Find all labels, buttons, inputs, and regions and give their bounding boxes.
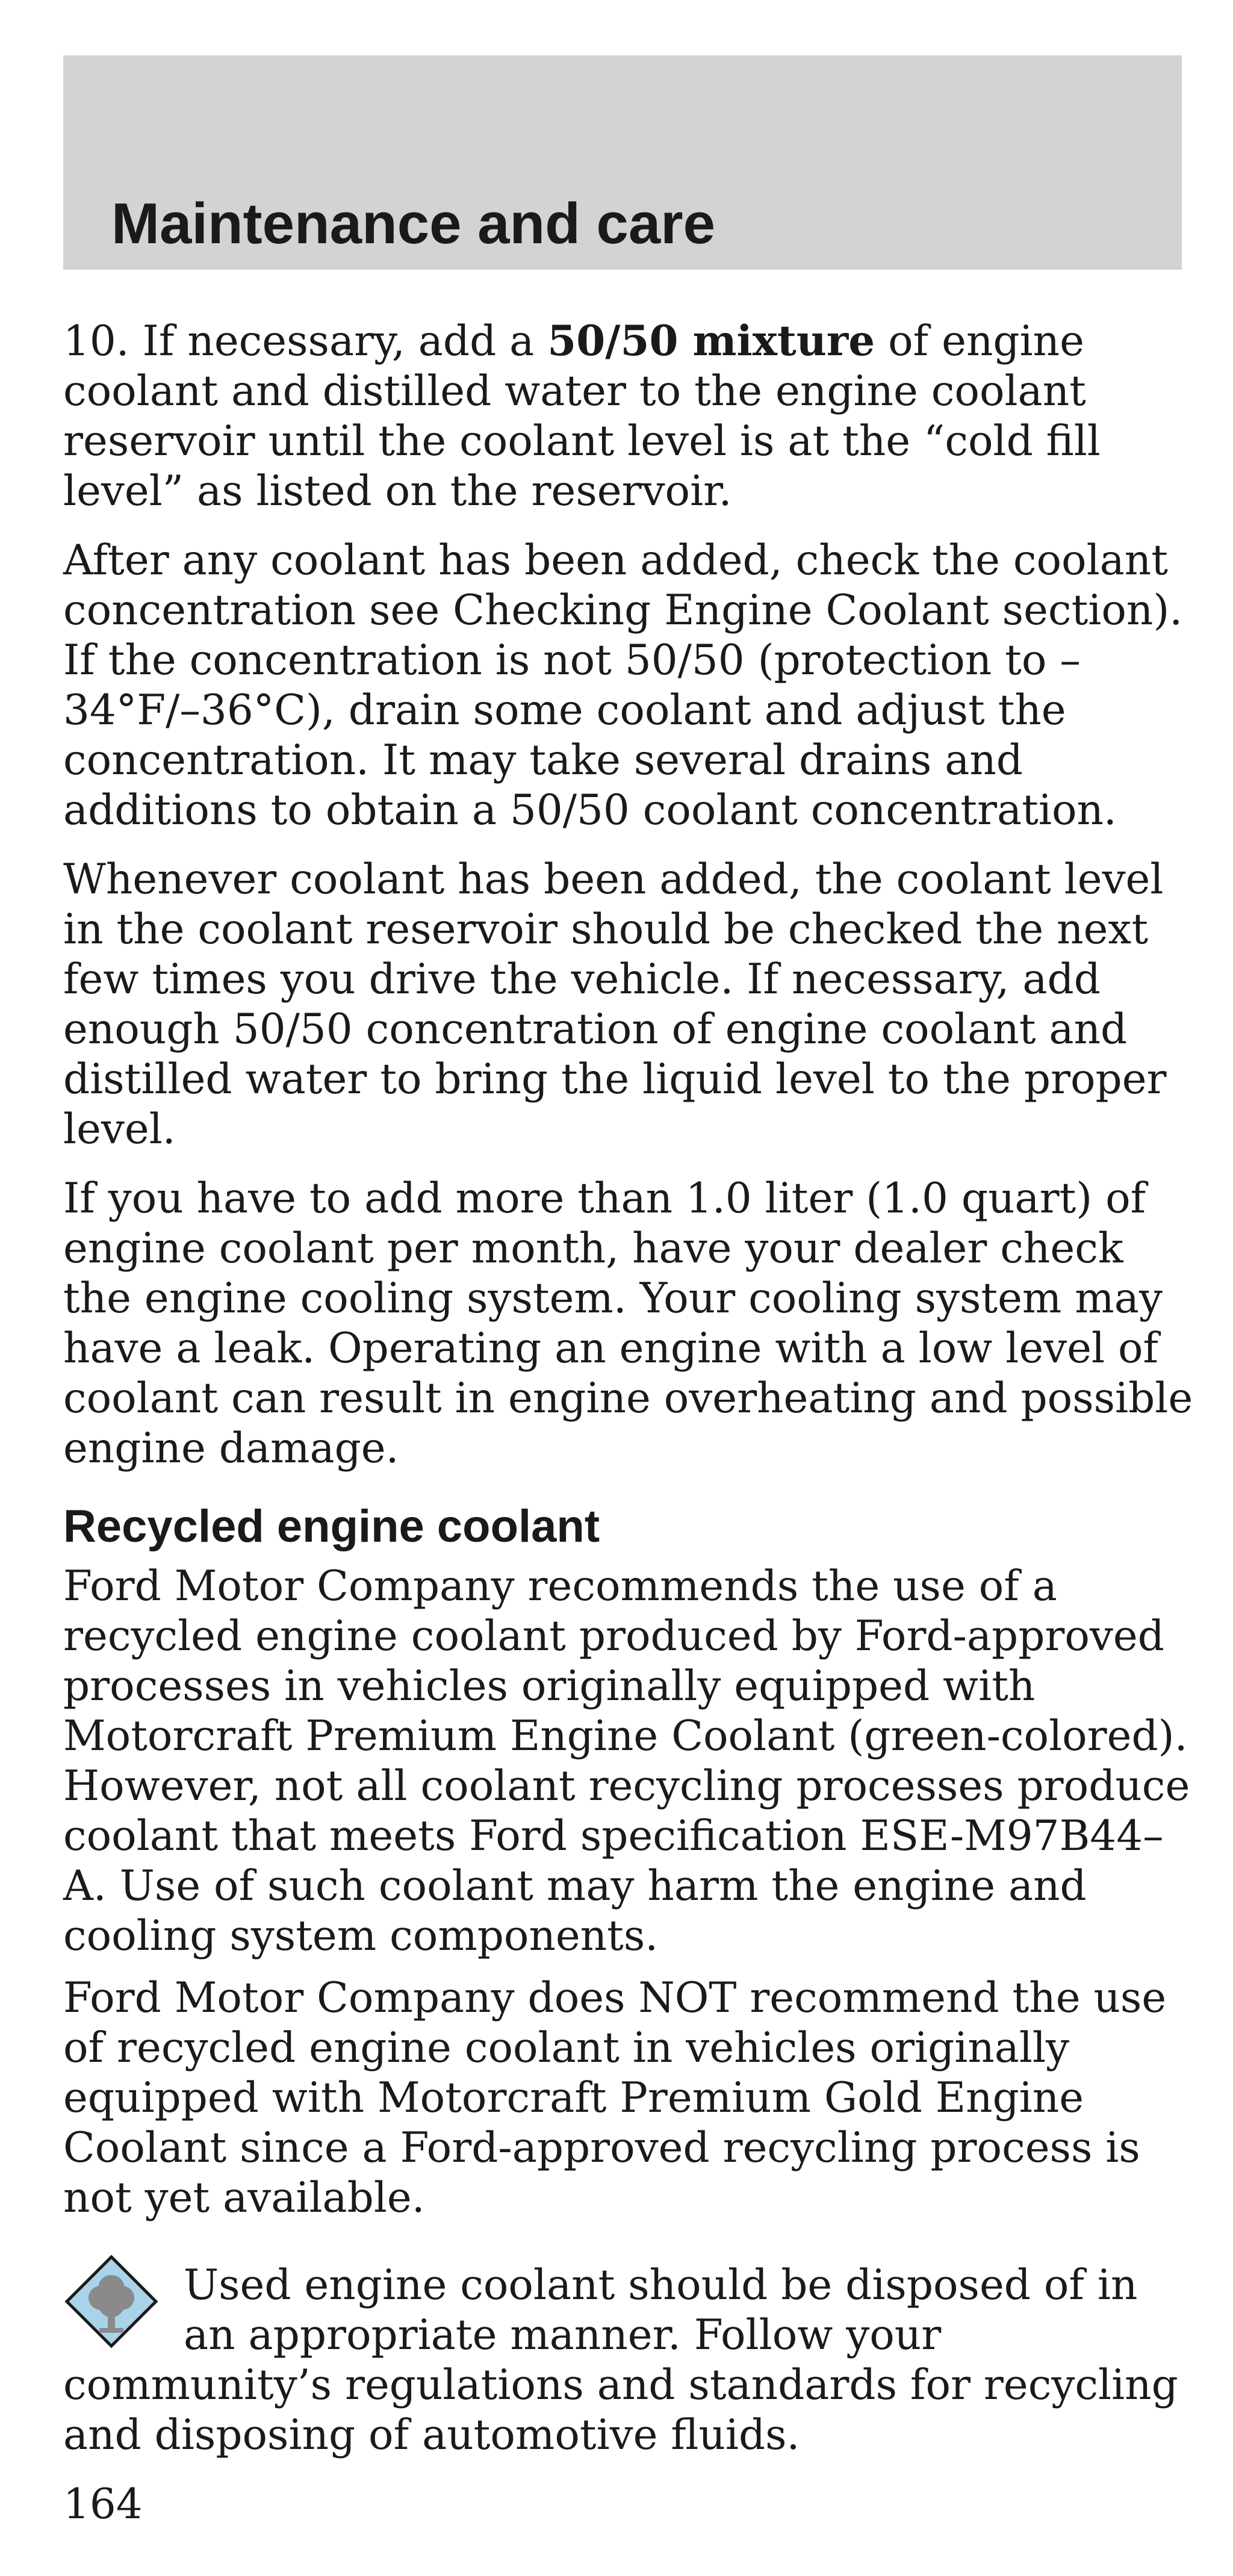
coolant-concentration-paragraph: After any coolant has been added, check the coolant concentration see Checking Engine Coolant section). If the concentration is not 50/50 (protection to –34°F/–36°C), drain some coolant and adjust the concentration. It may take several drains and additions to obtain a 50/50 coolant concentration. <box>63 536 1183 834</box>
step-10-emphasis: 50/50 mixture <box>547 317 875 365</box>
recycled-coolant-heading: Recycled engine coolant <box>63 1501 600 1552</box>
page-content <box>63 316 1195 2460</box>
page-number: 164 <box>63 2480 143 2528</box>
recycled-coolant-paragraph-1: Ford Motor Company recommends the use of a recycled engine coolant produced by Ford-approved processes in vehicles originally equipped with Motorcraft Premium Engine Coolant (green-colored). However, not all coolant recycling processes produce coolant that meets Ford specification ESE-M97B44–A. Use of such coolant may harm the engine and cooling system components. <box>63 1562 1190 1960</box>
header-band <box>63 55 1182 270</box>
recycled-coolant-paragraph-2: Ford Motor Company does NOT recommend the use of recycled engine coolant in vehicles originally equipped with Motorcraft Premium Gold Engine Coolant since a Ford-approved recycling process is not yet available. <box>63 1974 1167 2222</box>
environment-tree-icon <box>63 2253 160 2350</box>
step-10-paragraph <box>63 316 1195 517</box>
coolant-leak-paragraph: If you have to add more than 1.0 liter (1.0 quart) of engine coolant per month, have your dealer check the engine cooling system. Your cooling system may have a leak. Operating an engine with a low level of coolant can result in engine overheating and possible engine damage. <box>63 1175 1193 1473</box>
section-title: Maintenance and care <box>111 191 716 256</box>
environment-note-text: Used engine coolant should be disposed of in an appropriate manner. Follow your community’s regulations and standards for recycling and disposing of automotive fluids. <box>63 2261 1178 2459</box>
environment-note <box>63 2261 1195 2460</box>
coolant-level-check-paragraph: Whenever coolant has been added, the coolant level in the coolant reservoir should be checked the next few times you drive the vehicle. If necessary, add enough 50/50 concentration of engine coolant and distilled water to bring the liquid level to the proper level. <box>63 855 1167 1153</box>
step-10-suffix: of engine coolant and distilled water to the engine coolant reservoir until the coolant level is at the “cold fill level” as listed on the reservoir. <box>63 317 1101 515</box>
step-10-prefix: 10. If necessary, add a <box>63 317 548 365</box>
